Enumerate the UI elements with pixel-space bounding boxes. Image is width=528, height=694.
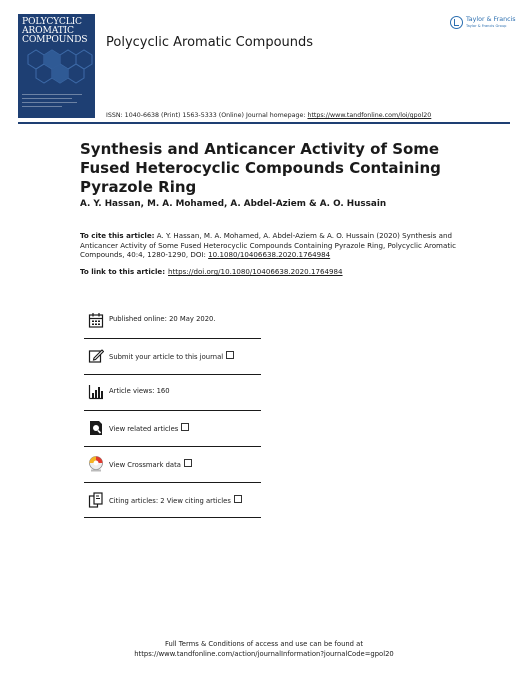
publisher-logo-icon — [450, 16, 463, 29]
info-row-published — [84, 302, 261, 337]
article-views-text: Article views: 160 — [109, 387, 170, 395]
cover-title-line: POLYCYCLIC — [22, 16, 82, 27]
footer-terms-link[interactable]: https://www.tandfonline.com/action/journalInformation?journalCode=gpol20 — [134, 649, 394, 658]
cover-fine-print — [22, 94, 90, 114]
cover-title-line: AROMATIC — [22, 25, 74, 36]
external-link-icon — [226, 351, 234, 359]
article-link-line — [80, 267, 343, 276]
publisher-name: Taylor & Francis — [466, 16, 516, 23]
related-articles-icon — [88, 420, 104, 436]
citation-label: To cite this article: — [80, 231, 155, 240]
external-link-icon — [184, 459, 192, 467]
submit-article-text: Submit your article to this journal — [109, 353, 224, 361]
related-articles-link[interactable] — [109, 423, 189, 433]
info-row-related[interactable] — [84, 410, 261, 445]
info-row-submit[interactable] — [84, 338, 261, 373]
crossmark-text: View Crossmark data — [109, 461, 181, 469]
citing-articles-link[interactable] — [109, 495, 242, 505]
citation-block — [80, 231, 460, 260]
bar-chart-icon — [88, 384, 104, 400]
related-articles-text: View related articles — [109, 425, 179, 433]
article-title: Synthesis and Anticancer Activity of Some Fused Heterocyclic Compounds Containing Pyrazole Ring — [80, 140, 441, 196]
crossmark-icon — [88, 456, 104, 472]
article-authors: A. Y. Hassan, M. A. Mohamed, A. Abdel-Aziem & A. O. Hussain — [80, 199, 387, 209]
citation-doi-link[interactable]: 10.1080/10406638.2020.1764984 — [208, 250, 331, 260]
footer — [0, 640, 528, 659]
info-row-crossmark[interactable] — [84, 446, 261, 481]
divider — [84, 517, 261, 518]
external-link-icon — [181, 423, 189, 431]
journal-cover-image — [18, 14, 95, 118]
crossmark-link[interactable] — [109, 459, 192, 469]
journal-name[interactable]: Polycyclic Aromatic Compounds — [106, 35, 314, 50]
cover-title — [22, 17, 92, 44]
link-label: To link to this article: — [80, 267, 166, 276]
info-row-views — [84, 374, 261, 409]
citation-text: A. Y. Hassan, M. A. Mohamed, A. Abdel-Aziem & A. O. Hussain (2020) Synthesis and Anticancer Activity of Some Fused Heterocyclic Compounds Containing Pyrazole Ring, Polycyclic Aromatic Compounds, 40:4, 1280-1290, DOI: — [80, 231, 456, 260]
cover-title-line: COMPOUNDS — [22, 34, 88, 45]
citing-articles-icon — [88, 492, 104, 508]
issn-text: ISSN: 1040-6638 (Print) 1563-5333 (Online) Journal homepage: — [106, 112, 308, 119]
hexagon-pattern — [18, 45, 95, 95]
issn-line — [106, 112, 431, 119]
external-link-icon — [234, 495, 242, 503]
journal-homepage-link[interactable]: https://www.tandfonline.com/loi/gpol20 — [307, 112, 432, 119]
publisher-tagline: Taylor & Francis Group — [466, 24, 507, 28]
calendar-icon — [88, 312, 104, 328]
footer-terms-text: Full Terms & Conditions of access and use can be found at — [165, 640, 363, 648]
citing-articles-text: Citing articles: 2 View citing articles — [109, 497, 231, 505]
submit-article-link[interactable] — [109, 351, 234, 361]
header-divider — [18, 122, 510, 124]
edit-icon — [88, 348, 104, 364]
article-doi-link[interactable]: https://doi.org/10.1080/10406638.2020.1764984 — [168, 267, 343, 276]
publisher-logo[interactable] — [450, 16, 516, 34]
published-online-text: Published online: 20 May 2020. — [109, 315, 216, 323]
info-row-citing[interactable] — [84, 482, 261, 517]
